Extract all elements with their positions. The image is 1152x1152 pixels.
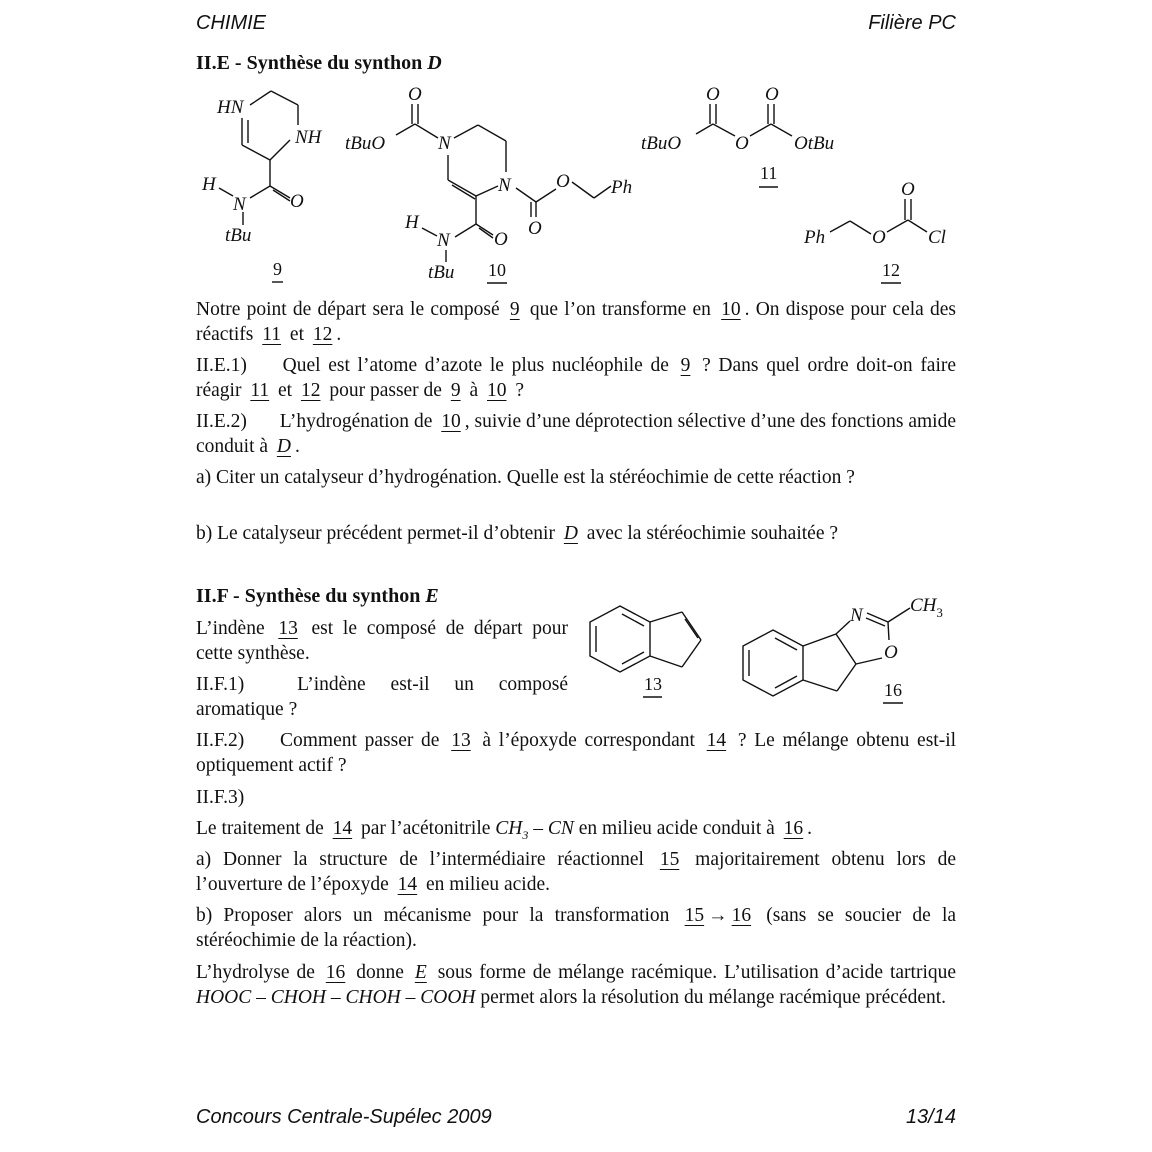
compound-11-structure: [641, 84, 834, 187]
question-IIF3-b: b) Proposer alors un mécanisme pour la transformation 15 → 16 (sans se soucier de la stéréochimie de la réaction).: [196, 905, 957, 951]
c9-tbu: tBu: [225, 225, 252, 246]
c10-n-amide: N: [437, 230, 450, 251]
c12-o: O: [901, 179, 915, 200]
c11-label: 11: [760, 163, 778, 183]
question-IIF1: II.F.1) L’indène est-il un composé aromatique ?: [196, 674, 569, 720]
c9-hn: HN: [217, 97, 244, 118]
c10-o-top: O: [408, 84, 422, 105]
question-IIE2-a: a) Citer un catalyseur d’hydrogénation. Quelle est la stéréochimie de cette réaction ?: [196, 467, 855, 488]
footer-page-number: 13/14: [905, 1106, 956, 1128]
c9-n: N: [233, 194, 246, 215]
section-IIF-title: II.F - Synthèse du synthon E: [196, 585, 439, 607]
question-IIE2: II.E.2) L’hydrogénation de 10 , suivie d’une déprotection sélective d’une des fonctions amide conduit à D .: [196, 411, 957, 457]
compound-9-structure: [201, 91, 323, 282]
section-IIE-title: II.E - Synthèse du synthon D: [196, 52, 442, 74]
c10-o-amide: O: [494, 229, 508, 250]
footer-competition: Concours Centrale-Supélec 2009: [196, 1106, 492, 1128]
c10-tbu: tBu: [428, 262, 455, 283]
c16-ch: $CH_3$: [910, 595, 943, 620]
question-IIE1: II.E.1) Quel est l’atome d’azote le plus nucléophile de 9 ? Dans quel ordre doit-on faire réagir 11 et 12 pour passer de 9 à 10 ?: [196, 355, 957, 401]
question-IIF3-a: a) Donner la structure de l’intermédiaire réactionnel 15 majoritairement obtenu lors de l’ouverture de l’époxyde 14 en milieu acide.: [196, 849, 957, 895]
c9-o: O: [290, 191, 304, 212]
tartaric-acid-formula: HOOC – CHOH – CHOH – COOH: [196, 987, 476, 1008]
IIF3-paragraph: Le traitement de 14 par l’acétonitrile $CH_3$ – CN en milieu acide conduit à 16 .: [196, 818, 813, 842]
c10-label: 10: [488, 260, 506, 280]
c10-o-ester: O: [556, 171, 570, 192]
structures-13-16: [570, 590, 960, 710]
compound-10-structure: [345, 84, 632, 283]
c9-nh: NH: [295, 127, 322, 148]
c11-o2: O: [765, 84, 779, 105]
header-track: Filière PC: [868, 12, 956, 34]
c12-cl: Cl: [928, 227, 946, 248]
c9-label: 9: [273, 259, 282, 279]
acetonitrile-formula: $CH_3$ – CN: [495, 818, 574, 842]
question-IIF2: II.F.2) Comment passer de 13 à l’époxyde correspondant 14 ? Le mélange obtenu est-il optiquement actif ?: [196, 730, 957, 776]
c12-label: 12: [882, 260, 900, 280]
compound-12-structure: [803, 179, 946, 283]
c11-otbu: OtBu: [794, 133, 835, 154]
c11-o1: O: [706, 84, 720, 105]
c16-label: 16: [884, 680, 902, 700]
question-IIF3-label: II.F.3): [196, 787, 245, 808]
c10-h: H: [405, 212, 419, 233]
header-subject: CHIMIE: [196, 12, 266, 34]
c11-tbuo: tBuO: [641, 133, 682, 154]
IIF-intro-paragraph: L’indène 13 est le composé de départ pour cette synthèse.: [196, 618, 569, 664]
c9-h: H: [202, 174, 216, 195]
question-IIE2-b: b) Le catalyseur précédent permet-il d’obtenir D avec la stéréochimie souhaitée ?: [196, 523, 839, 544]
c12-o-ester: O: [872, 227, 886, 248]
c10-ph: Ph: [611, 177, 633, 198]
c16-o: O: [884, 642, 898, 663]
structures-9-10-11-12: [0, 80, 1152, 290]
c10-n2: N: [498, 175, 511, 196]
compound-13-structure: [590, 606, 701, 697]
IIE-intro-paragraph: Notre point de départ sera le composé 9 que l’on transforme en 10 . On dispose pour cela des réactifs 11 et 12 .: [196, 299, 957, 345]
c10-o-carbonyl: O: [528, 218, 542, 239]
c11-o-mid: O: [735, 133, 749, 154]
c16-n: N: [850, 605, 863, 626]
compound-16-structure: [743, 595, 943, 703]
IIF-final-paragraph: L’hydrolyse de 16 donne E sous forme de mélange racémique. L’utilisation d’acide tartrique HOOC – CHOH – CHOH – COOH permet alors la résolution du mélange racémique précédent.: [196, 962, 957, 1008]
c12-ph: Ph: [804, 227, 826, 248]
c10-n1: N: [438, 133, 451, 154]
c10-tbuo: tBuO: [345, 133, 386, 154]
c13-label: 13: [644, 674, 662, 694]
